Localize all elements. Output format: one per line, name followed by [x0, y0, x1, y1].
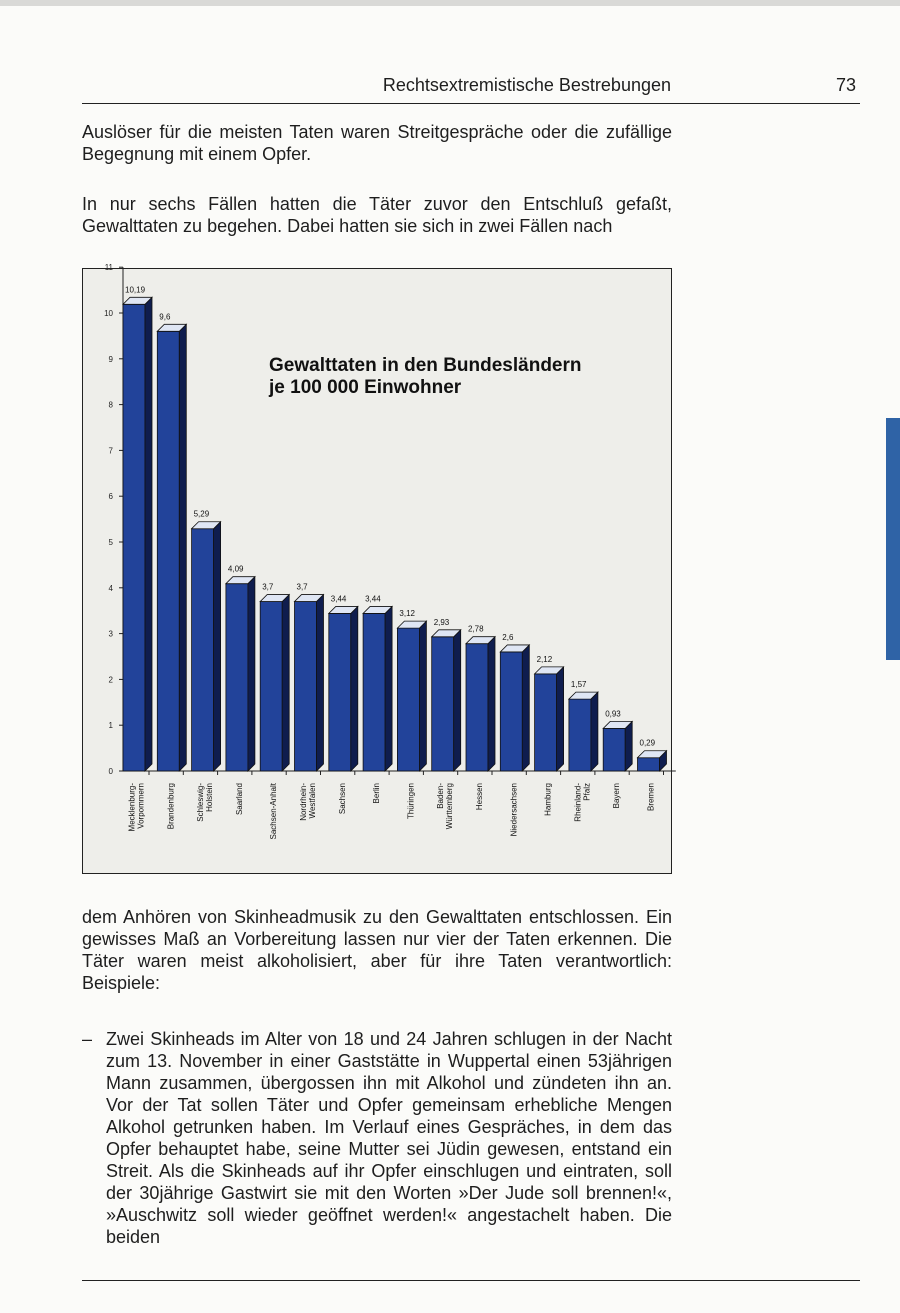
bullet-dash: – [82, 1029, 93, 1049]
category-label-line: Hamburg [543, 783, 553, 816]
category-label-line: Württemberg [445, 783, 455, 830]
bar-side-6 [351, 606, 358, 771]
y-tick-label-2: 2 [108, 675, 113, 685]
y-tick-label-7: 7 [108, 446, 113, 456]
bar-side-14 [625, 721, 632, 771]
category-label-line: Westfalen [308, 783, 317, 819]
bar-13 [569, 699, 591, 771]
bar-6 [329, 613, 351, 771]
category-label-line: Brandenburg [166, 783, 176, 830]
chart-title [269, 355, 649, 399]
bar-side-10 [488, 637, 495, 771]
running-title: Rechtsextremistische Bestrebungen [382, 75, 671, 95]
category-label-10 [475, 783, 484, 810]
value-label-2: 5,29 [193, 509, 210, 519]
value-label-0: 10,19 [125, 285, 146, 295]
value-label-15: 0,29 [639, 738, 656, 748]
category-label-line: Schleswig- [196, 783, 206, 822]
bar-side-3 [248, 577, 255, 771]
bar-side-5 [317, 595, 324, 771]
category-label-11 [509, 783, 518, 836]
category-label-line: Holstein [205, 783, 215, 812]
bar-side-13 [591, 692, 598, 771]
value-label-9: 2,93 [433, 617, 450, 627]
category-label-line: Vorpommern [136, 783, 146, 829]
category-label-14 [612, 783, 621, 808]
category-label-line: Bremen [646, 783, 656, 812]
category-label-3 [235, 783, 244, 815]
category-label-line: Niedersachsen [509, 783, 519, 837]
category-label-4 [269, 782, 278, 839]
value-label-4: 3,7 [262, 582, 274, 592]
bar-14 [603, 728, 625, 771]
bar-0 [123, 304, 145, 771]
category-label-line: Berlin [372, 783, 382, 804]
bar-side-11 [522, 645, 529, 771]
y-tick-label-6: 6 [108, 492, 113, 502]
y-tick-label-8: 8 [108, 400, 113, 410]
bar-chart-figure [82, 263, 672, 874]
category-label-5 [299, 783, 317, 821]
category-label-15 [647, 783, 656, 811]
category-label-12 [544, 783, 553, 816]
y-tick-label-5: 5 [108, 538, 113, 547]
bullet-paragraph: Zwei Skinheads im Alter von 18 und 24 Jahren schlugen in der Nacht zum 13. November in einer Gaststätte in Wuppertal einen 53jährigen Mann zusammen, übergossen ihn mit Alkohol und zündeten ihn an. Vor der Tat sollen Täter und Opfer gemeinsam erhebliche Mengen Alkohol getrunken haben. Im Verlauf eines Gespräches, in dem das Opfer behauptet habe, seine Mutter sei Jüdin gewesen, entstand ein Streit. Als die Skinheads auf ihr Opfer einschlugen und eintraten, soll der 30jährige Gastwirt sie mit den Worten »Der Jude soll brennen!«, »Auschwitz soll wieder geöffnet werden!« angestachelt haben. Die beiden [106, 1029, 672, 1247]
y-tick-label-3: 3 [108, 629, 113, 639]
y-tick-label-4: 4 [108, 583, 113, 593]
bar-11 [500, 652, 522, 771]
bar-3 [226, 584, 248, 771]
bar-10 [466, 644, 488, 771]
category-label-8 [406, 783, 415, 819]
category-label-line: Bayern [612, 783, 622, 809]
bar-7 [363, 613, 385, 771]
bar-side-12 [557, 667, 564, 771]
value-label-14: 0,93 [605, 709, 621, 719]
category-label-13 [573, 783, 591, 822]
y-tick-label-1: 1 [108, 721, 113, 731]
footer-rule [82, 1280, 860, 1281]
value-label-6: 3,44 [330, 594, 347, 604]
page-number: 73 [836, 75, 857, 95]
y-tick-label-10: 10 [104, 309, 113, 318]
bar-15 [638, 758, 660, 771]
y-tick-label-9: 9 [108, 354, 113, 364]
bar-side-9 [454, 630, 461, 771]
category-label-line: Hessen [475, 783, 484, 811]
category-label-2 [196, 783, 214, 822]
value-label-11: 2,6 [502, 632, 514, 642]
category-label-line: Thüringen [406, 783, 416, 820]
paragraph-3: dem Anhören von Skinheadmusik zu den Gewalttaten entschlossen. Ein gewisses Maß an Vorbereitung lassen nur vier der Taten erkennen. Die Täter waren meist alkoholisiert, aber für ihre Taten verantwortlich: Beispiele: [82, 907, 672, 993]
value-label-3: 4,09 [227, 564, 244, 574]
bar-side-2 [214, 522, 221, 771]
bar-side-4 [282, 595, 289, 771]
bar-1 [157, 331, 179, 771]
bar-8 [397, 628, 419, 771]
bar-side-7 [385, 606, 392, 771]
header-rule [82, 103, 860, 104]
y-tick-label-0: 0 [108, 767, 113, 776]
value-label-5: 3,7 [296, 582, 308, 592]
category-label-0 [128, 783, 146, 832]
value-label-7: 3,44 [365, 594, 381, 604]
category-label-line: Rheinland- [573, 783, 583, 822]
category-label-line: Saarland [234, 783, 244, 816]
chart-title-line-2: je 100 000 Einwohner [269, 377, 462, 398]
category-label-7 [372, 783, 381, 803]
category-label-line: Nordrhein- [299, 783, 308, 821]
category-label-line: Sachsen [337, 783, 347, 815]
y-tick-label-11: 11 [104, 263, 113, 273]
bar-5 [295, 602, 317, 771]
bar-2 [192, 529, 214, 771]
paragraph-1: Auslöser für die meisten Taten waren Streitgespräche oder die zufällige Begegnung mit einem Opfer. [82, 122, 672, 164]
category-label-1 [166, 783, 175, 829]
scan-top-edge [0, 0, 900, 6]
category-label-9 [436, 783, 454, 830]
value-label-8: 3,12 [399, 609, 415, 619]
paragraph-2: In nur sechs Fällen hatten die Täter zuvor den Entschluß gefaßt, Gewalttaten zu begehen. Dabei hatten sie sich in zwei Fällen nach [82, 194, 672, 236]
chart-title-line-1: Gewalttaten in den Bundesländern [269, 355, 582, 376]
value-label-10: 2,78 [468, 624, 484, 634]
category-label-line: Sachsen-Anhalt [269, 783, 279, 840]
bar-side-0 [145, 297, 152, 771]
category-label-line: Baden- [436, 783, 446, 809]
category-label-line: Mecklenburg- [127, 783, 137, 832]
bar-4 [260, 602, 282, 771]
bar-12 [535, 674, 557, 771]
category-label-6 [338, 783, 347, 814]
value-label-1: 9,6 [159, 312, 171, 322]
bar-9 [432, 637, 454, 771]
value-label-12: 2,12 [536, 654, 553, 664]
bar-side-8 [419, 621, 426, 771]
bar-side-1 [179, 324, 186, 771]
value-label-13: 1,57 [570, 680, 587, 690]
chapter-thumb-tab [886, 418, 900, 660]
category-label-line: Pfalz [582, 783, 592, 801]
